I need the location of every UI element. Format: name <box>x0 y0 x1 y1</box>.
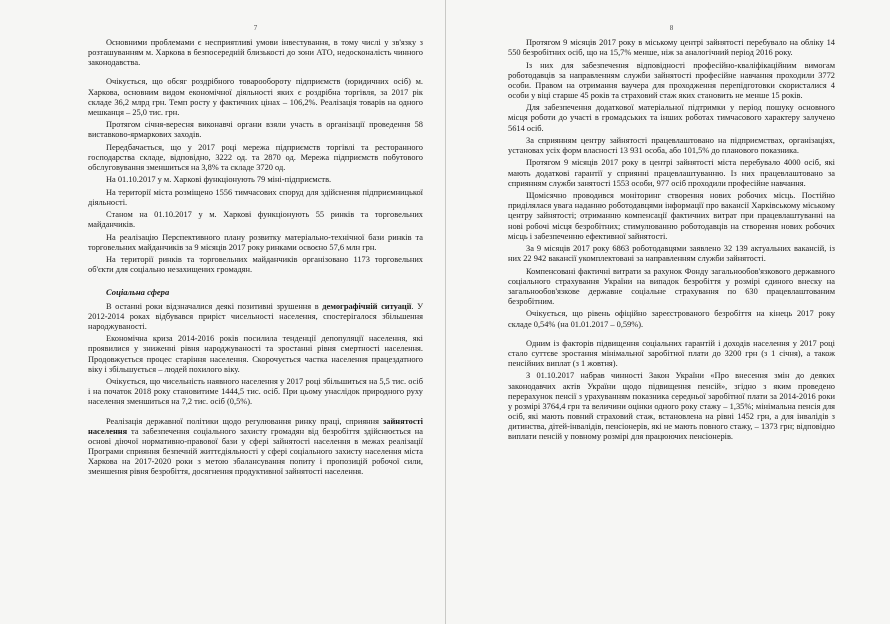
bold-term: демографічній ситуації <box>322 301 412 311</box>
paragraph: Щомісячно проводився моніторинг створення нових робочих місць. Постійно приділялася увага наданню роботодавцями інформації про вакансії Харківському міському центру зайнятості; отриманню компенсації фактичних витрат при працевлаштуванні на нові робочі місця безробітних; стимулюванню роботодавців на створення нових робочих місць і забезпеченню ефективної зайнятості. <box>508 191 835 241</box>
page-number: 8 <box>669 24 674 32</box>
paragraph: Одним із факторів підвищення соціальних гарантій і доходів населення у 2017 році стало суттєве зростання мінімальної заробітної плати до 3200 грн (з 1 січня), а також пенсійних виплат (з 1 жовтня). <box>508 338 835 369</box>
paragraph: Економічна криза 2014-2016 років посилила тенденції депопуляції населення, які проявилися у зниженні рівня народжуваності та зростанні рівня смертності населення. Продовжується процес старіння населення. Скорочується частка населення працездатного віку і збільшується – людей похилого віку. <box>88 334 423 374</box>
text-run: . У 2012-2014 роках відбувався приріст чисельності населення, спостерігалося збільшення народжуваності. <box>88 301 424 331</box>
paragraph: З 01.10.2017 набрав чинності Закон України «Про внесення змін до деяких законодавчих актів України щодо підвищення пенсій», згідно з яким проведено перерахунок пенсії з урахуванням показника середньої заробітної плати за 2014-2016 роки у розмірі 3764,4 грн та величини оцінки одного року стажу – 1,35%; мінімальна пенсія для осіб, які мають повний страховий стаж, встановлена на рівні 1452 грн, а для інвалідів з дитинства, дітей-інвалідів, пенсіонерів, які не мають повного стажу, – 1373 грн; відповідно виплати пенсій у повному розмірі для працюючих пенсіонерів. <box>508 371 835 442</box>
text-run: Реалізація державної політики щодо регулювання ринку праці, сприяння <box>106 416 383 426</box>
paragraph: Очікується, що чисельність наявного населення у 2017 році збільшиться на 5,5 тис. осіб і на початок 2018 року становитиме 1444,5 тис. осіб. При цьому унаслідок природного руху населення зменшиться на 7,2 тис. осіб (0,5%). <box>88 377 423 407</box>
paragraph: Передбачається, що у 2017 році мережа підприємств торгівлі та ресторанного господарства складе, відповідно, 3222 од. та 2870 од. Мережа підприємств побутового обслуговування зменшиться на 3,8% та складе 3720 од. <box>88 142 423 173</box>
paragraph: Компенсовані фактичні витрати за рахунок Фонду загальнообов'язкового державного соціального страхування України на випадок безробіття у розмірі єдиного внеску на загальнообов'язкове державне соціальне страхування по 630 працевлаштованим безробітним. <box>508 266 835 307</box>
paragraph: Із них для забезпечення відповідності професійно-кваліфікаційним вимогам роботодавців за направленням служби зайнятості професійне навчання проходили 3772 особи. Правом на отримання ваучера для проходження перепідготовки скористалися 4 особи у віці старше 45 років та страховий стаж яких становить не менше 15 років. <box>508 60 835 100</box>
paragraph: Для забезпечення додаткової матеріальної підтримки у період пошуку основного місця роботи до участі в громадських та інших роботах тимчасового характеру залучено 5614 осіб. <box>508 103 835 133</box>
text-run: В останні роки відзначалися деякі позитивні зрушення в <box>106 301 323 311</box>
paragraph: Протягом січня-вересня виконавчі органи взяли участь в організації проведення 58 виставково-ярмаркових заходів. <box>88 120 423 140</box>
section-heading: Соціальна сфера <box>106 286 170 297</box>
paragraph: Основними проблемами є несприятливі умови інвестування, в тому числі у зв'язку з розташуванням м. Харкова в безпосередній близькості до зони АТО, недосконалість чинного законодавства. <box>88 38 423 68</box>
paragraph: Станом на 01.10.2017 у м. Харкові функціонують 55 ринків та торговельних майданчиків. <box>88 210 423 230</box>
text-run: та забезпечення соціального захисту громадян від безробіття здійснюється на основі діючої нормативно-правової бази у сфері зайнятості населення в межах реалізації Програми сприяння безпечній життєдіяльності у сфері соціального захисту населення міста Харкова на 2017-2020 роки з метою збалансування попиту і пропозицій робочої сили, зменшення рівня безробіття, досягнення продуктивної зайнятості населення. <box>88 426 423 477</box>
paragraph <box>88 302 423 332</box>
paragraph: Очікується, що рівень офіційно зареєстрованого безробіття на кінець 2017 року складе 0,54% (на 01.01.2017 – 0,59%). <box>508 309 835 329</box>
page-number: 7 <box>253 24 258 32</box>
bold-term: зайнятості населення <box>88 416 423 436</box>
paragraph: Очікується, що обсяг роздрібного товарообороту підприємств (юридичних осіб) м. Харкова, основним видом економічної діяльності яких є роздрібна торгівля, за 2017 рік складе 36,2 млрд грн. Темп росту у фактичних цінах – 106,2%. Реалізація товарів на одного мешканця – 25,0 тис. грн. <box>88 77 423 117</box>
paragraph: На території ринків та торговельних майданчиків організовано 1173 торговельних об'єкти для соціально незахищених громадян. <box>88 255 423 275</box>
paragraph: На 01.10.2017 у м. Харкові функціонують 79 міні-підприємств. <box>106 175 332 185</box>
paragraph: Протягом 9 місяців 2017 року в міському центрі зайнятості перебувало на обліку 14 550 безробітних осіб, що на 15,7% менше, ніж за аналогічний період 2016 року. <box>508 38 835 58</box>
paragraph: Протягом 9 місяців 2017 року в центрі зайнятості міста перебувало 4000 осіб, які мають додаткові гарантії у сприянні працевлаштуванню. Із них працевлаштовано за сприянням служби занятості 1553 особи, 977 осіб проходили професійне навчання. <box>508 158 835 188</box>
paragraph <box>88 417 423 478</box>
paragraph: За сприянням центру зайнятості працевлаштовано на підприємствах, організаціях, установах усіх форм власності 13 931 особа, або 101,5% до планового показника. <box>508 135 835 156</box>
page-right <box>446 0 890 624</box>
paragraph: За 9 місяців 2017 року 6863 роботодавцями заявлено 32 139 актуальних вакансій, із них 22 942 вакансії укомплектовані за направленням служби зайнятості. <box>508 244 835 264</box>
paragraph: На території міста розміщено 1556 тимчасових споруд для здійснення підприємницької діяльності. <box>88 187 423 207</box>
paragraph: На реалізацію Перспективного плану розвитку матеріально-технічної бази ринків та торговельних майданчиків за 9 місяців 2017 року ринками освоєно 57,6 млн грн. <box>88 232 423 252</box>
